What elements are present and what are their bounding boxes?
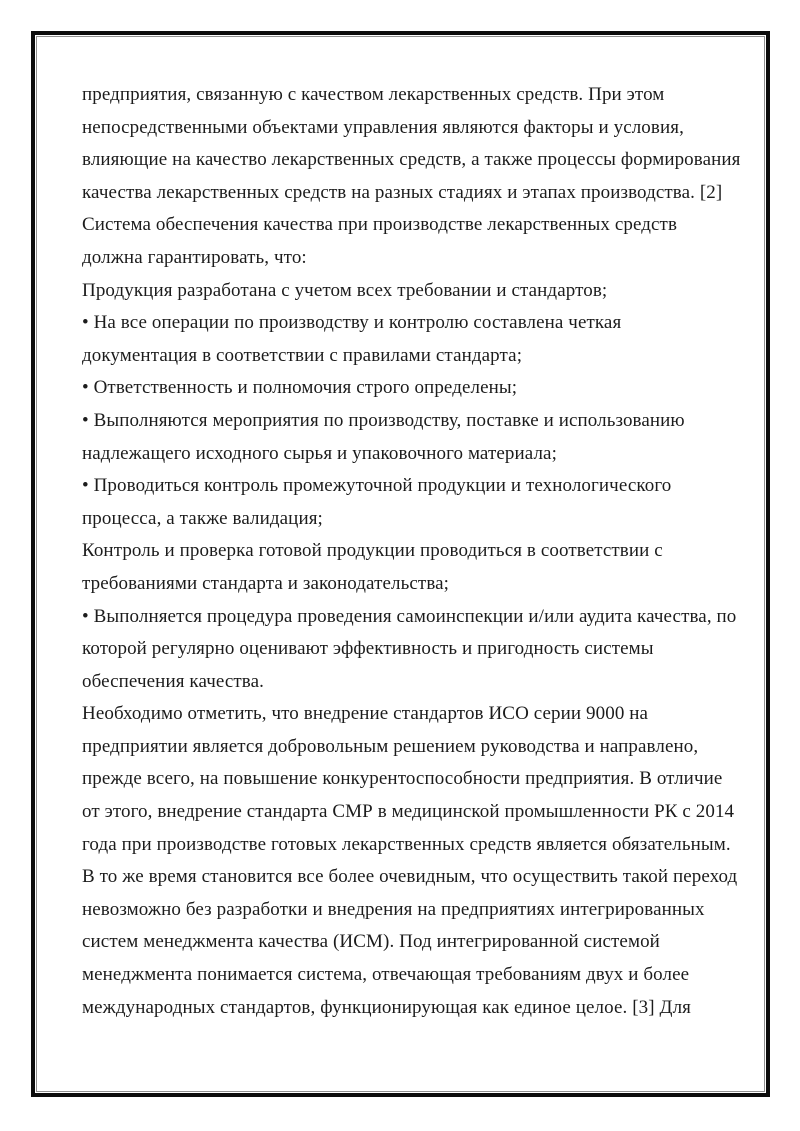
text-line: менеджмента понимается система, отвечающая требованиям двух и более <box>82 964 690 986</box>
text-line: В то же время становится все более очевидным, что осуществить такой переход <box>82 866 738 888</box>
text-line: • Ответственность и полномочия строго определены; <box>82 377 518 399</box>
text-line: влияющие на качество лекарственных средств, а также процессы формирования <box>82 149 741 171</box>
text-line: Необходимо отметить, что внедрение стандартов ИСО серии 9000 на <box>82 703 649 725</box>
document-body <box>82 79 748 1024</box>
text-line: • Выполняется процедура проведения самоинспекции и/или аудита качества, по <box>82 605 737 627</box>
text-line: прежде всего, на повышение конкурентоспособности предприятия. В отличие <box>82 768 723 790</box>
text-line: предприятии является добровольным решением руководства и направлено, <box>82 735 699 757</box>
text-line: документация в соответствии с правилами стандарта; <box>82 344 523 366</box>
text-line: • Выполняются мероприятия по производству, поставке и использованию <box>82 409 685 431</box>
text-line: качества лекарственных средств на разных стадиях и этапах производства. [2] <box>82 181 723 203</box>
text-line: от этого, внедрение стандарта СМР в медицинской промышленности РК с 2014 <box>82 801 735 823</box>
text-line: • Проводиться контроль промежуточной продукции и технологического <box>82 475 672 497</box>
text-line: систем менеджмента качества (ИСМ). Под интегрированной системой <box>82 931 660 953</box>
text-line: требованиями стандарта и законодательства; <box>82 572 450 594</box>
text-line: невозможно без разработки и внедрения на предприятиях интегрированных <box>82 898 705 920</box>
text-line: процесса, а также валидация; <box>82 507 323 529</box>
text-line: предприятия, связанную с качеством лекарственных средств. При этом <box>82 84 665 105</box>
document-page-frame <box>31 31 770 1097</box>
text-line: надлежащего исходного сырья и упаковочного материала; <box>82 442 557 464</box>
text-line: • На все операции по производству и контролю составлена четкая <box>82 312 622 334</box>
text-line: непосредственными объектами управления являются факторы и условия, <box>82 116 684 138</box>
text-line: Контроль и проверка готовой продукции проводиться в соответствии с <box>82 540 663 562</box>
text-line: должна гарантировать, что: <box>82 246 307 268</box>
text-line: обеспечения качества. <box>82 670 265 692</box>
text-line: Продукция разработана с учетом всех требовании и стандартов; <box>82 279 608 301</box>
text-line: международных стандартов, функционирующая как единое целое. [3] Для <box>82 996 691 1018</box>
text-line: Система обеспечения качества при производстве лекарственных средств <box>82 214 678 236</box>
text-line: которой регулярно оценивают эффективность и пригодность системы <box>82 638 654 660</box>
text-line: года при производстве готовых лекарственных средств является обязательным. <box>82 833 731 855</box>
